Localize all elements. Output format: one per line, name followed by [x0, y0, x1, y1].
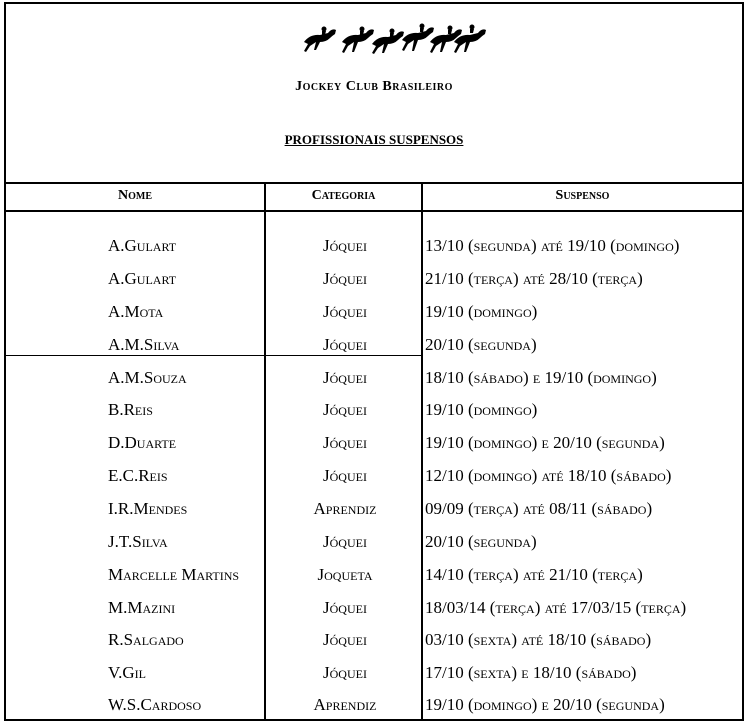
cell-nome: B.Reis: [108, 400, 153, 419]
cell-nome: I.R.Mendes: [108, 499, 188, 518]
table-row: [6, 663, 742, 695]
table-row: [6, 433, 742, 465]
cell-suspenso: 19/10 (domingo): [425, 400, 538, 419]
cell-suspenso: 19/10 (domingo) e 20/10 (segunda): [425, 695, 665, 714]
cell-suspenso: 17/10 (sexta) e 18/10 (sábado): [425, 663, 637, 682]
cell-categoria: Jóquei: [323, 433, 367, 452]
cell-nome: A.Gulart: [108, 236, 177, 255]
table-row: [6, 335, 742, 367]
cell-categoria: Jóquei: [323, 466, 367, 485]
cell-categoria: Jóquei: [323, 532, 367, 551]
cell-nome: A.M.Souza: [108, 368, 187, 387]
table-row: [6, 466, 742, 498]
cell-suspenso: 20/10 (segunda): [425, 532, 537, 551]
cell-nome: A.Mota: [108, 302, 164, 321]
cell-categoria: Jóquei: [323, 269, 367, 288]
column-header-nome: Nome: [118, 188, 152, 203]
cell-categoria: Jóquei: [323, 368, 367, 387]
table-row: [6, 532, 742, 564]
cell-nome: R.Salgado: [108, 630, 184, 649]
cell-suspenso: 13/10 (segunda) até 19/10 (domingo): [425, 236, 680, 255]
table-row: [6, 368, 742, 400]
cell-suspenso: 03/10 (sexta) até 18/10 (sábado): [425, 630, 652, 649]
cell-categoria: Joqueta: [317, 565, 373, 584]
cell-categoria: Jóquei: [323, 335, 367, 354]
table-row: [6, 598, 742, 630]
cell-categoria: Jóquei: [323, 598, 367, 617]
cell-nome: A.M.Silva: [108, 335, 180, 354]
table-row: [6, 630, 742, 662]
table-row: [6, 565, 742, 597]
cell-suspenso: 18/03/14 (terça) até 17/03/15 (terça): [425, 598, 687, 617]
table-row: [6, 400, 742, 432]
cell-nome: D.Duarte: [108, 433, 177, 452]
cell-suspenso: 18/10 (sábado) e 19/10 (domingo): [425, 368, 657, 387]
cell-categoria: Aprendiz: [313, 499, 377, 518]
table-row: [6, 499, 742, 531]
cell-nome: Marcelle Martins: [108, 565, 240, 584]
table-row: [6, 269, 742, 301]
column-header-suspenso: Suspenso: [555, 188, 610, 203]
table-row: [6, 695, 742, 727]
cell-categoria: Jóquei: [323, 663, 367, 682]
column-header-categoria: Categoria: [311, 188, 376, 203]
cell-nome: E.C.Reis: [108, 466, 168, 485]
cell-nome: A.Gulart: [108, 269, 177, 288]
cell-categoria: Jóquei: [323, 302, 367, 321]
document-frame: [4, 2, 744, 721]
cell-nome: J.T.Silva: [108, 532, 168, 551]
cell-suspenso: 21/10 (terça) até 28/10 (terça): [425, 269, 643, 288]
racing-horses-logo: [302, 20, 488, 56]
table-row: [6, 236, 742, 268]
organization-name: Jockey Club Brasileiro: [295, 79, 453, 94]
document-title: PROFISSIONAIS SUSPENSOS: [284, 132, 464, 147]
cell-suspenso: 12/10 (domingo) até 18/10 (sábado): [425, 466, 672, 485]
cell-suspenso: 19/10 (domingo) e 20/10 (segunda): [425, 433, 665, 452]
cell-categoria: Jóquei: [323, 400, 367, 419]
cell-categoria: Jóquei: [323, 630, 367, 649]
cell-nome: V.Gil: [108, 663, 146, 682]
cell-nome: M.Mazini: [108, 598, 176, 617]
table-row: [6, 302, 742, 334]
cell-suspenso: 14/10 (terça) até 21/10 (terça): [425, 565, 643, 584]
cell-nome: W.S.Cardoso: [108, 695, 202, 714]
cell-suspenso: 19/10 (domingo): [425, 302, 538, 321]
table-header-top-rule: [6, 182, 742, 184]
cell-suspenso: 09/09 (terça) até 08/11 (sábado): [425, 499, 653, 518]
cell-categoria: Aprendiz: [313, 695, 377, 714]
table-header-bottom-rule: [6, 210, 742, 212]
cell-suspenso: 20/10 (segunda): [425, 335, 537, 354]
cell-categoria: Jóquei: [323, 236, 367, 255]
